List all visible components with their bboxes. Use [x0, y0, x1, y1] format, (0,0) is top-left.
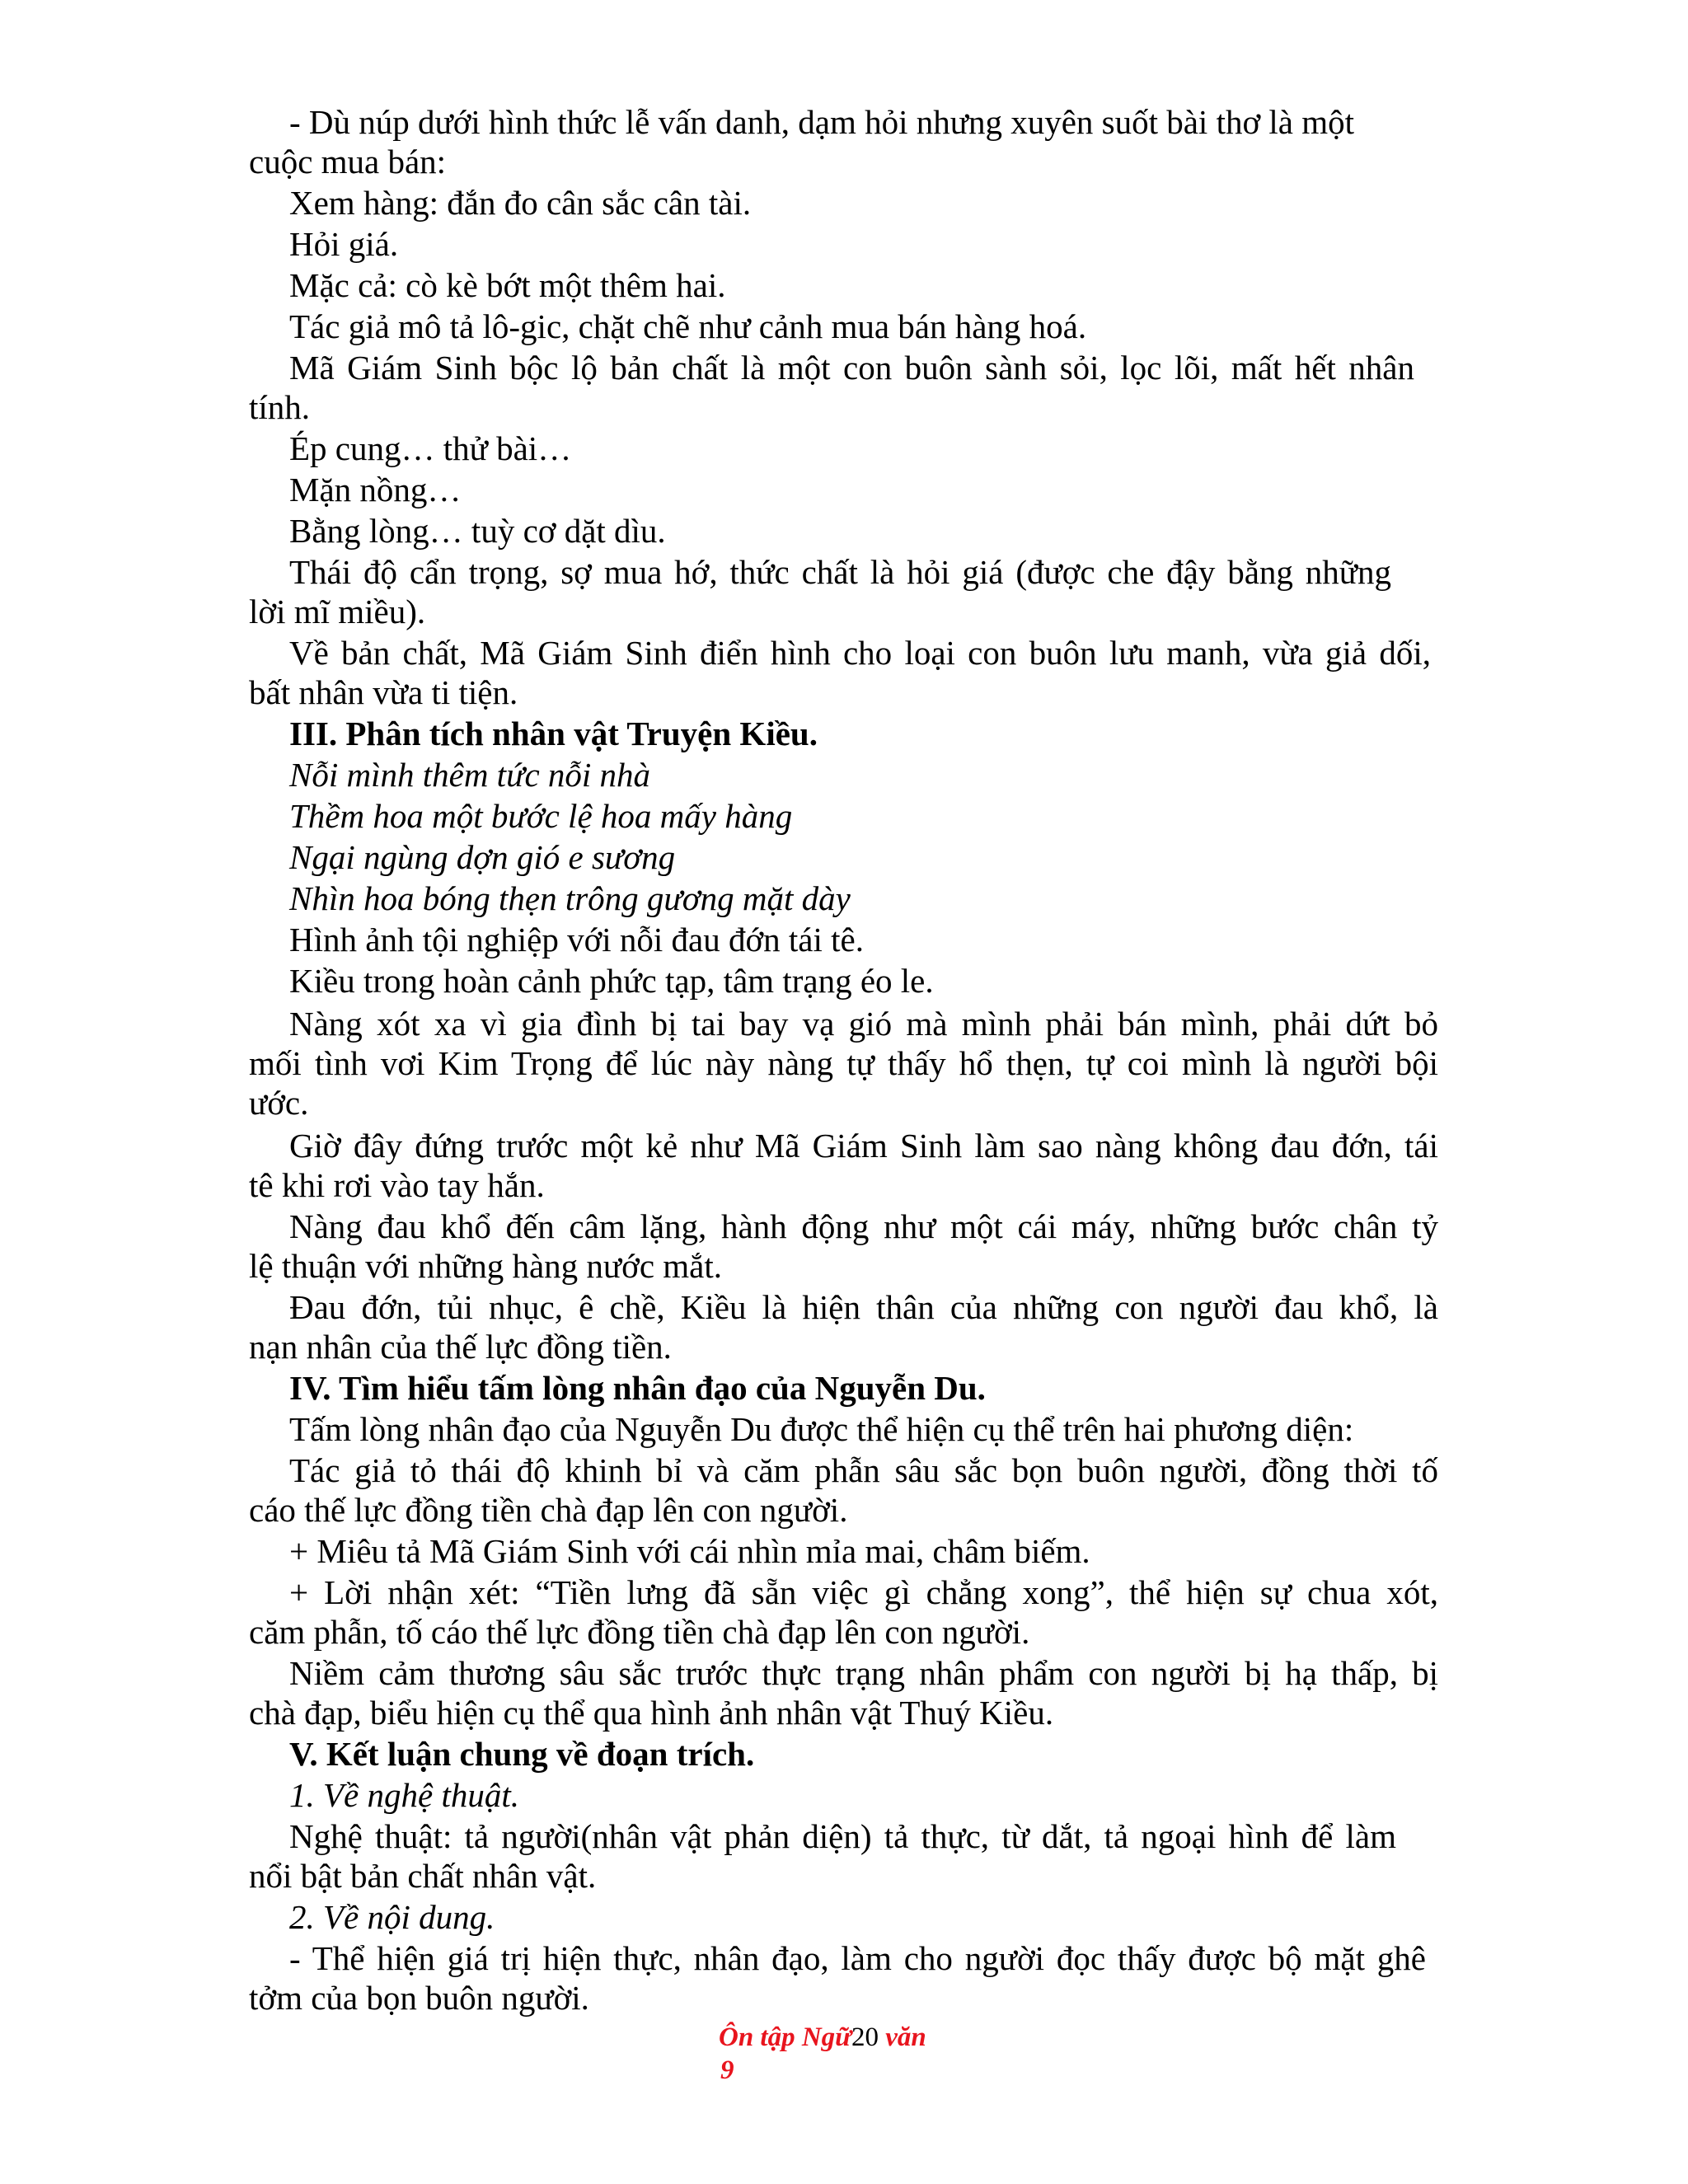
text-line: - Dù núp dưới hình thức lễ vấn danh, dạm hỏi nhưng xuyên suốt bài thơ là một	[289, 103, 1355, 141]
page-footer	[719, 2021, 926, 2085]
text-line: Giờ đây đứng trước một kẻ như Mã Giám Sinh làm sao nàng không đau đớn, tái	[289, 1127, 1438, 1165]
text-line: ước.	[249, 1084, 309, 1122]
text-line: Hỏi giá.	[289, 225, 399, 263]
text-line: Kiều trong hoàn cảnh phức tạp, tâm trạng éo le.	[289, 962, 934, 1000]
section-heading: V. Kết luận chung về đoạn trích.	[289, 1735, 755, 1773]
text-line: Nàng xót xa vì gia đình bị tai bay vạ gió mà mình phải bán mình, phải dứt bỏ	[289, 1005, 1438, 1043]
text-line: Thái độ cẩn trọng, sợ mua hớ, thức chất là hỏi giá (được che đậy bằng những	[289, 553, 1391, 591]
text-line: chà đạp, biểu hiện cụ thể qua hình ảnh nhân vật Thuý Kiều.	[249, 1694, 1054, 1732]
text-line: căm phẫn, tố cáo thế lực đồng tiền chà đạp lên con người.	[249, 1613, 1030, 1651]
text-line: cuộc mua bán:	[249, 143, 447, 180]
footer-title-part1: Ôn tập Ngữ	[719, 2022, 851, 2052]
text-line: Tác giả mô tả lô-gic, chặt chẽ như cảnh mua bán hàng hoá.	[289, 307, 1087, 345]
text-line: Tác giả tỏ thái độ khinh bỉ và căm phẫn sâu sắc bọn buôn người, đồng thời tố	[289, 1451, 1438, 1489]
text-line: nạn nhân của thế lực đồng tiền.	[249, 1328, 672, 1366]
text-line: + Lời nhận xét: “Tiền lưng đã sẵn việc gì chẳng xong”, thể hiện sự chua xót,	[289, 1573, 1438, 1611]
text-line: Mặn nồng…	[289, 471, 462, 509]
footer-title-part2: văn	[878, 2022, 926, 2052]
text-line: Niềm cảm thương sâu sắc trước thực trạng nhân phẩm con người bị hạ thấp, bị	[289, 1654, 1438, 1692]
text-line: Xem hàng: đắn đo cân sắc cân tài.	[289, 184, 752, 222]
text-line: lệ thuận với những hàng nước mắt.	[249, 1247, 722, 1285]
text-line: Về bản chất, Mã Giám Sinh điển hình cho loại con buôn lưu manh, vừa giả dối,	[289, 634, 1431, 672]
footer-title-line2: 9	[720, 2055, 734, 2085]
text-line: Mã Giám Sinh bộc lộ bản chất là một con buôn sành sỏi, lọc lõi, mất hết nhân	[289, 349, 1414, 387]
text-line: bất nhân vừa ti tiện.	[249, 673, 518, 711]
text-line: 1. Về nghệ thuật.	[289, 1776, 519, 1814]
text-line: Thềm hoa một bước lệ hoa mấy hàng	[289, 797, 793, 835]
text-line: Nhìn hoa bóng thẹn trông gương mặt dày	[289, 879, 851, 917]
section-heading: III. Phân tích nhân vật Truyện Kiều.	[289, 715, 818, 752]
text-line: lời mĩ miều).	[249, 593, 426, 630]
text-line: tê khi rơi vào tay hắn.	[249, 1166, 545, 1204]
text-line: Nỗi mình thêm tức nỗi nhà	[289, 756, 651, 794]
text-line: cáo thế lực đồng tiền chà đạp lên con người.	[249, 1491, 848, 1529]
text-line: nổi bật bản chất nhân vật.	[249, 1857, 597, 1895]
text-line: Nghệ thuật: tả người(nhân vật phản diện) tả thực, từ dắt, tả ngoại hình để làm	[289, 1817, 1396, 1855]
text-line: Nàng đau khổ đến câm lặng, hành động như một cái máy, những bước chân tỷ	[289, 1207, 1438, 1245]
text-line: Bằng lòng… tuỳ cơ dặt dìu.	[289, 512, 666, 550]
text-line: + Miêu tả Mã Giám Sinh với cái nhìn mỉa mai, châm biếm.	[289, 1532, 1090, 1570]
text-line: 2. Về nội dung.	[289, 1898, 495, 1936]
text-line: mối tình vơi Kim Trọng để lúc này nàng tự thấy hổ thẹn, tự coi mình là người bội	[249, 1044, 1438, 1082]
text-line: Ngại ngùng dợn gió e sương	[289, 838, 676, 876]
text-line: Tấm lòng nhân đạo của Nguyễn Du được thể hiện cụ thể trên hai phương diện:	[289, 1410, 1354, 1448]
text-line: - Thể hiện giá trị hiện thực, nhân đạo, làm cho người đọc thấy được bộ mặt ghê	[289, 1939, 1426, 1977]
text-line: Hình ảnh tội nghiệp với nỗi đau đớn tái tê.	[289, 921, 864, 958]
text-line: Mặc cả: cò kè bớt một thêm hai.	[289, 266, 726, 304]
text-line: Ép cung… thử bài…	[289, 429, 572, 467]
text-line: tính.	[249, 388, 311, 426]
section-heading: IV. Tìm hiểu tấm lòng nhân đạo của Nguyễn Du.	[289, 1369, 986, 1407]
text-line: tởm của bọn buôn người.	[249, 1979, 589, 2017]
page-number: 20	[851, 2022, 879, 2052]
text-line: Đau đớn, tủi nhục, ê chề, Kiều là hiện thân của những con người đau khổ, là	[289, 1288, 1438, 1326]
